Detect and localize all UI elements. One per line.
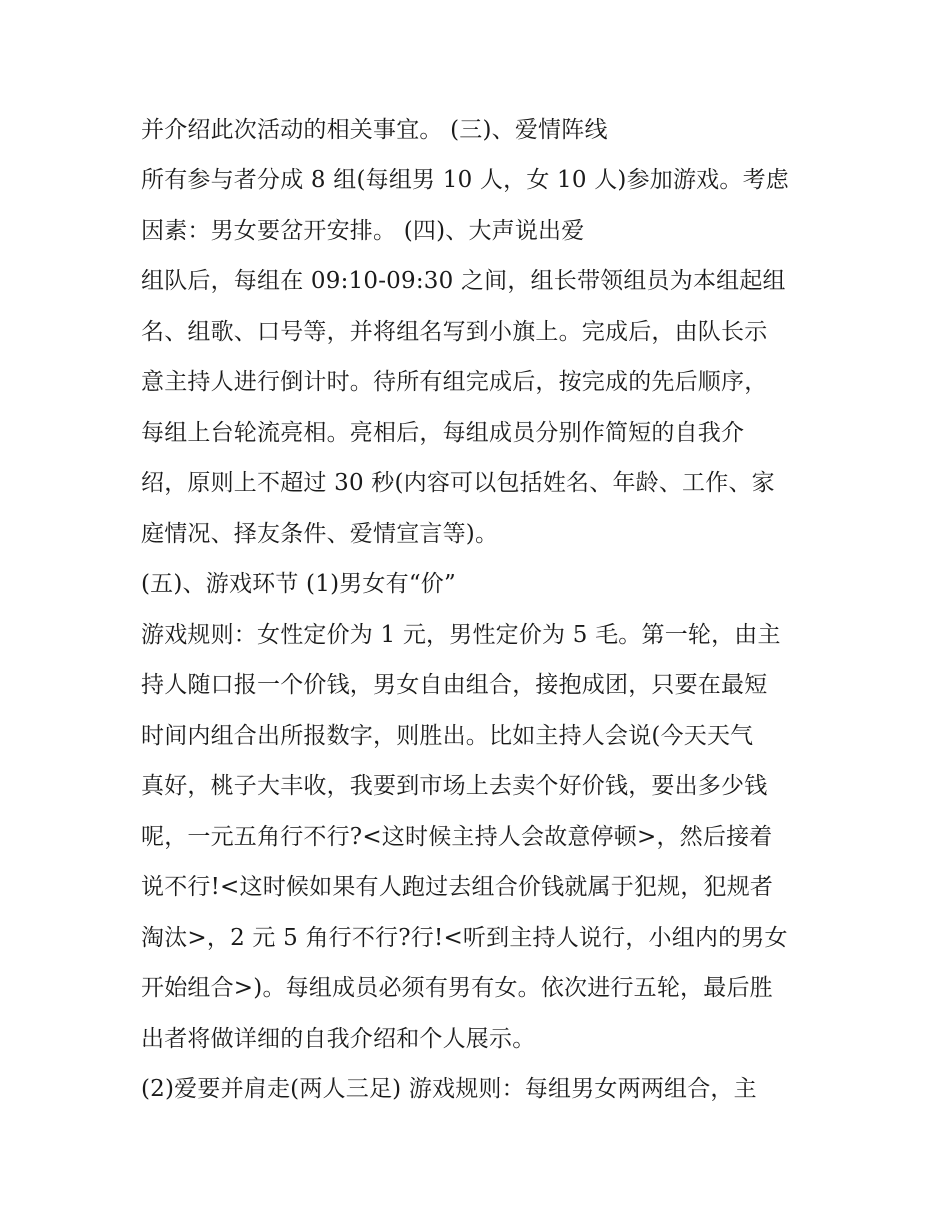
text-line: 开始组合>)。每组成员必须有男有女。依次进行五轮，最后胜 <box>141 975 773 1001</box>
text-line: (2)爱要并肩走(两人三足) 游戏规则：每组男女两两组合，主 <box>141 1076 757 1102</box>
text-line: 出者将做详细的自我介绍和个人展示。 <box>141 1026 536 1052</box>
text-line: (五)、游戏环节 (1)男女有“价” <box>141 571 456 597</box>
text-line: 真好，桃子大丰收，我要到市场上去卖个好价钱，要出多少钱 <box>141 773 768 799</box>
text-line: 因素：男女要岔开安排。 (四)、大声说出爱 <box>141 218 585 244</box>
text-line: 名、组歌、口号等，并将组名写到小旗上。完成后，由队长示 <box>141 319 768 345</box>
text-line: 呢，一元五角行不行?<这时候主持人会故意停顿>，然后接着 <box>141 824 773 850</box>
text-line: 每组上台轮流亮相。亮相后，每组成员分别作简短的自我介 <box>141 420 745 446</box>
text-line: 淘汰>，2 元 5 角行不行?行!<听到主持人说行，小组内的男女 <box>141 925 788 951</box>
text-line: 游戏规则：女性定价为 1 元，男性定价为 5 毛。第一轮，由主 <box>141 622 781 648</box>
text-line: 组队后，每组在 09:10-09:30 之间，组长带领组员为本组起组 <box>141 268 786 294</box>
text-line: 绍，原则上不超过 30 秒(内容可以包括姓名、年龄、工作、家 <box>141 470 775 496</box>
text-line: 并介绍此次活动的相关事宜。 (三)、爱情阵线 <box>141 117 608 143</box>
text-line: 意主持人进行倒计时。待所有组完成后，按完成的先后顺序， <box>141 369 768 395</box>
text-line: 所有参与者分成 8 组(每组男 10 人，女 10 人)参加游戏。考虑 <box>141 167 789 193</box>
text-line: 时间内组合出所报数字，则胜出。比如主持人会说(今天天气 <box>141 723 754 749</box>
text-line: 庭情况、择友条件、爱情宣言等)。 <box>141 521 499 547</box>
text-line: 说不行!<这时候如果有人跑过去组合价钱就属于犯规，犯规者 <box>141 874 774 900</box>
text-line: 持人随口报一个价钱，男女自由组合，接抱成团，只要在最短 <box>141 672 768 698</box>
